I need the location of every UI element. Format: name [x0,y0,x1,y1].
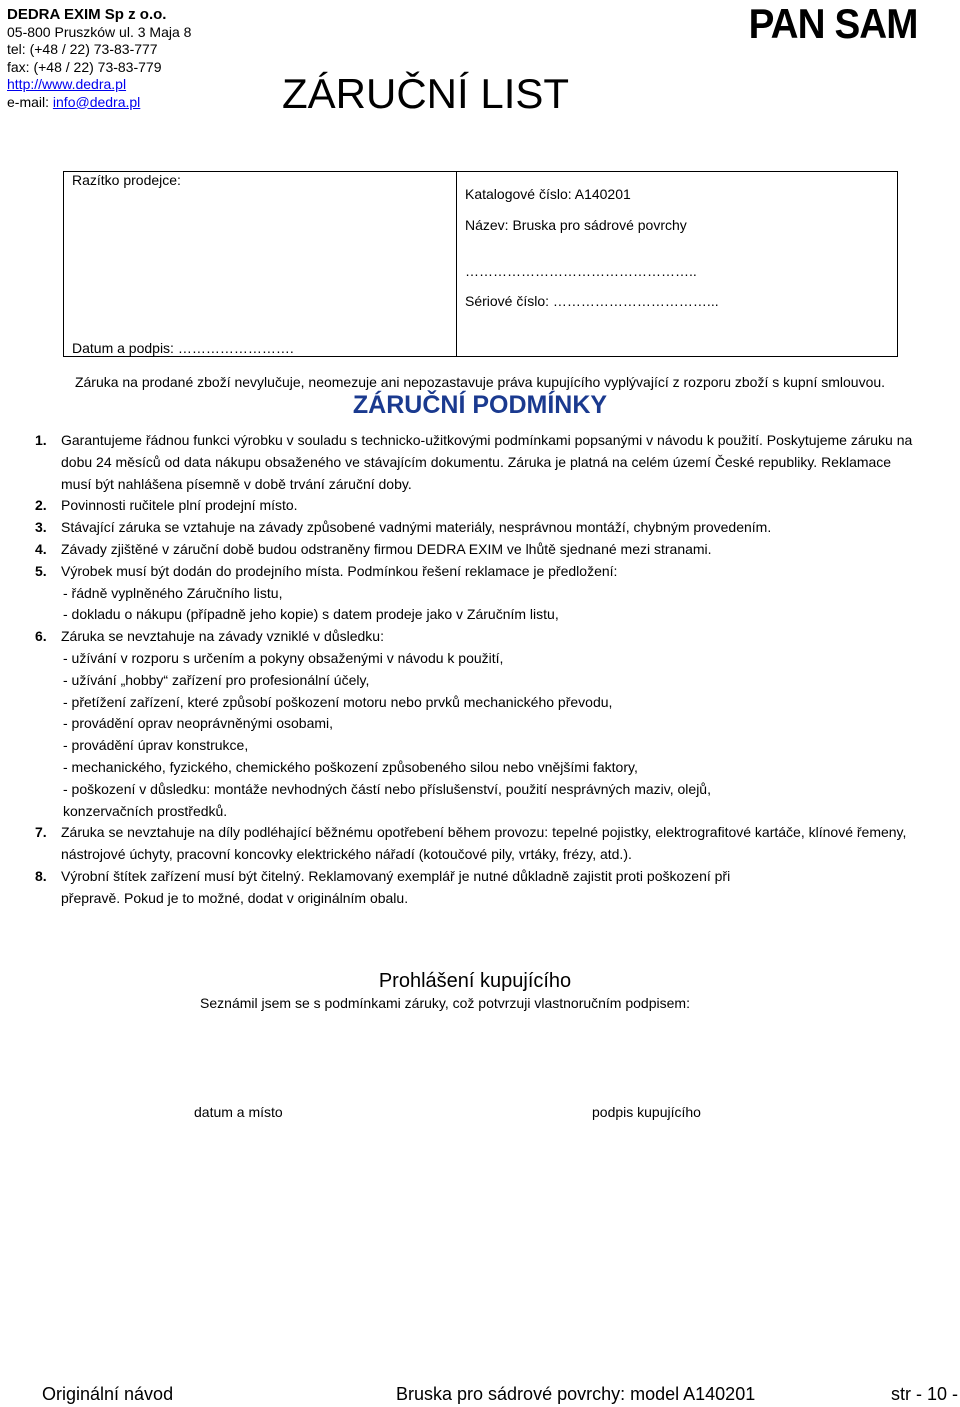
date-signature: Datum a podpis: ……………………. [72,340,294,356]
condition-number: 2. [35,497,47,514]
blank-line: ………………………………………….. [465,263,697,279]
condition-number: 3. [35,519,47,536]
stamp-label: Razítko prodejce: [72,172,181,188]
condition-item [35,561,915,583]
sub-item: - mechanického, fyzického, chemického poškození způsobeného silou nebo vnějšími faktory, [63,758,638,775]
condition-number: 7. [35,824,47,841]
condition-item [35,517,915,539]
condition-item [35,866,775,910]
footer-center: Bruska pro sádrové povrchy: model A140201 [396,1384,756,1404]
condition-text: Výrobek musí být dodán do prodejního místa. Podmínkou řešení reklamace je předložení: [61,562,618,579]
product-name: Název: Bruska pro sádrové povrchy [465,217,687,233]
sub-item: - řádně vyplněného Záručního listu, [63,584,283,601]
condition-item [35,822,915,866]
company-info [7,6,191,111]
company-web-link[interactable]: http://www.dedra.pl [7,76,127,92]
condition-number: 1. [35,432,47,448]
warranty-disclaimer: Záruka na prodané zboží nevylučuje, neomezuje ani nepozastavuje práva kupujícího vyplývající z rozporu zboží s kupní smlouvou. [74,374,886,390]
condition-text: Záruka se nevztahuje na díly podléhající běžnému opotřebení během provozu: tepelné pojistky, elektrografitové kartáče, klínové řemeny, nástrojové úchyty, pracovní koncovky elektrického nářadí (kotoučové pily, vrtáky, frézy, atd.). [61,824,907,863]
condition-text: Stávající záruka se vztahuje na závady způsobené vadnými materiály, nesprávnou montáží, chybným provedením. [61,519,772,536]
condition-number: 8. [35,867,47,884]
condition-item [35,539,915,561]
company-email-link[interactable]: info@dedra.pl [52,93,141,110]
warranty-info-box [63,171,898,357]
condition-text: Závady zjištěné v záruční době budou odstraněny firmou DEDRA EXIM ve lhůtě sjednané mezi stranami. [61,540,712,557]
condition-number: 4. [35,540,47,557]
condition-text: Výrobní štítek zařízení musí být čitelný. Reklamovaný exemplář je nutné důkladně zajistit proti poškození při přepravě. Pokud je to možné, dodat v originálním obalu. [61,867,731,906]
condition-item [35,430,915,495]
condition-item [35,495,915,517]
sub-item: - poškození v důsledku: montáže nevhodných částí nebo příslušenství, použití nesprávných maziv, olejů, konzervačních prostředků. [63,780,711,819]
buyer-signature-label: podpis kupujícího [592,1104,701,1120]
date-place-label: datum a místo [194,1104,283,1120]
company-name: DEDRA EXIM Sp z o.o. [7,6,167,23]
sub-item: - dokladu o nákupu (případně jeho kopie) s datem prodeje jako v Záručním listu, [63,606,559,623]
condition-item [35,626,915,648]
company-tel: tel: (+48 / 22) 73-83-777 [7,41,158,57]
page-title: ZÁRUČNÍ LIST [282,70,570,117]
catalog-number: Katalogové číslo: A140201 [465,186,631,202]
page-number: str - 10 - [890,1384,958,1404]
footer-left: Originální návod [42,1384,174,1404]
brand-logo: PAN SAM [749,0,918,47]
sub-item: - užívání „hobby“ zařízení pro profesionální účely, [63,671,370,688]
condition-number: 5. [35,562,47,579]
conditions-list [35,430,915,910]
declaration-text: Seznámil jsem se s podmínkami záruky, což potvrzuji vlastnoručním podpisem: [200,995,690,1011]
sub-item: - provádění oprav neoprávněnými osobami, [63,715,334,732]
condition-text: Záruka se nevztahuje na závady vzniklé v důsledku: [61,628,384,645]
condition-text: Povinnosti ručitele plní prodejní místo. [61,497,298,514]
company-fax: fax: (+48 / 22) 73-83-779 [7,58,162,75]
serial-number: Sériové číslo: ……………………………... [465,293,719,309]
company-address: 05-800 Pruszków ul. 3 Maja 8 [7,23,192,40]
email-label: e-mail: [7,93,53,110]
sub-item: - provádění úprav konstrukce, [63,737,249,754]
box-divider [456,172,457,356]
declaration-title: Prohlášení kupujícího [378,970,572,992]
condition-number: 6. [35,628,47,645]
conditions-heading: ZÁRUČNÍ PODMÍNKY [352,391,608,419]
condition-text: Garantujeme řádnou funkci výrobku v souladu s technicko-užitkovými podmínkami popsanými v návodu k použití. Poskytujeme záruku na dobu 24 měsíců od data nákupu obsaženého ve stávajícím dokumentu. Záruka je platná na celém území České republiky. Reklamace musí být nahlášena písemně v době trvání záruční doby. [61,432,913,492]
sub-item: - přetížení zařízení, které způsobí poškození motoru nebo prvků mechanického převodu, [63,693,613,710]
sub-item: - užívání v rozporu s určením a pokyny obsaženými v návodu k použití, [63,649,504,666]
